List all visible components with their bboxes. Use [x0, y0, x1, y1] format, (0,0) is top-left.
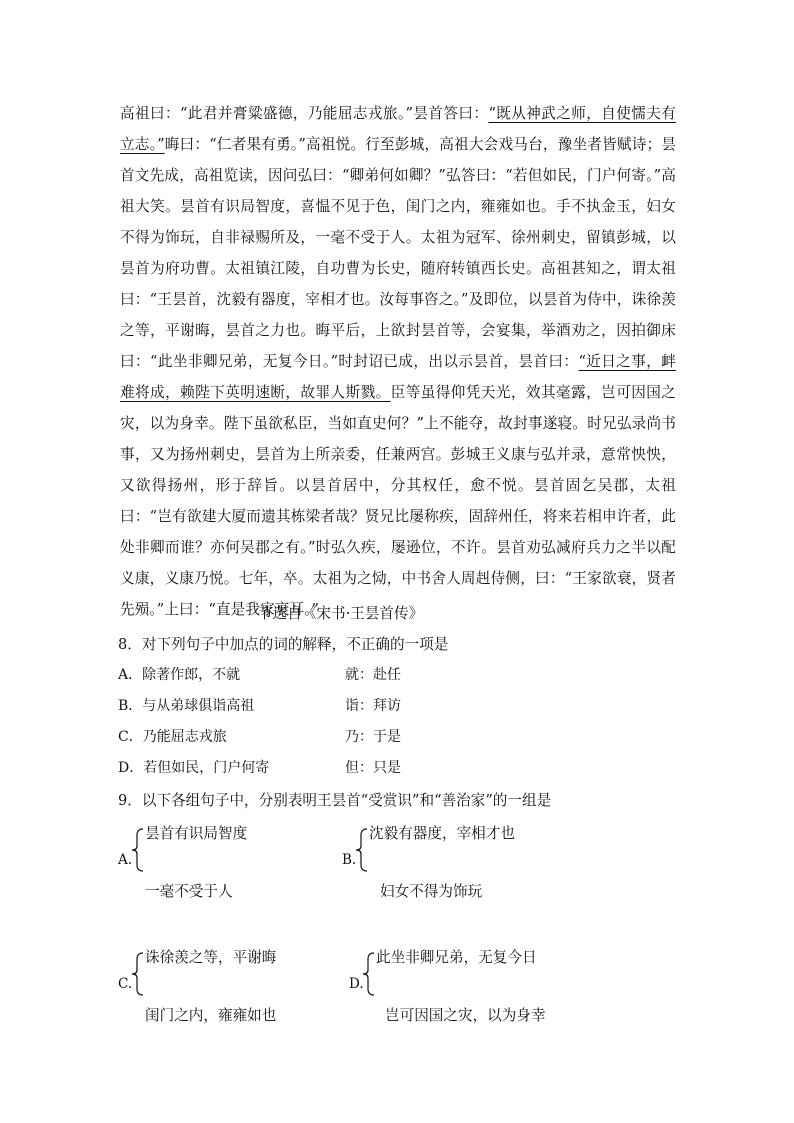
passage-text: [120, 98, 676, 625]
q9-option-d-letter: D.: [349, 976, 364, 992]
q9-option-c-line-1: 诛徐羡之等，平谢晦: [145, 949, 277, 966]
q9-option-b-line-2: 妇女不得为饰玩: [380, 883, 483, 900]
passage-part-1: 高祖曰：“此君并膏粱盛德，乃能屈志戎旅。”昙首答曰：: [120, 105, 489, 122]
q8-option-b-gloss: 诣：拜访: [345, 698, 401, 714]
q8-option-d-gloss: 但：只是: [345, 760, 401, 776]
q8-option-a-gloss: 就：赴任: [345, 667, 401, 683]
q8-option-c-sentence: C．乃能屈志戎旅: [118, 729, 227, 745]
question-9-stem: 9．以下各组句子中，分别表明王昙首“受赏识”和“善治家”的一组是: [118, 792, 552, 809]
brace-icon: [361, 952, 375, 996]
q9-option-b-line-1: 沈毅有器度，宰相才也: [369, 825, 515, 842]
q9-option-b: [342, 826, 572, 906]
q8-option-c-gloss: 乃：于是: [345, 729, 401, 745]
q9-option-a-letter: A.: [118, 852, 133, 868]
passage-part-2: 晦曰：“仁者果有勇。”高祖悦。行至彭城，高祖大会戏马台，豫坐者皆赋诗；昙首文先成，高祖览读，因问弘曰：“卿弟何如卿？”弘答曰：“若但如民，门户何寄。”高祖大笑。昙首有识局智度，喜愠不见于色，闺门之内，雍雍如也。手不执金玉，妇女不得为饰玩，自非禄赐所及，一毫不受于人。太祖为冠军、徐州刺史，留镇彭城，以昙首为府功曹。太祖镇江陵，自功曹为长史，随府转镇西长史。高祖甚知之，谓太祖曰：“王昙首，沈毅有器度，宰相才也。汝每事咨之。”及即位，以昙首为侍中，诛徐羡之等，平谢晦，昙首之力也。晦平后，上欲封昙首等，会宴集，举酒劝之，因拍御床曰：“此坐非卿兄弟，无复今日。”时封诏已成，出以示昙首，昙首曰：: [120, 136, 676, 370]
q8-option-a-sentence: A．除著作郎，不就: [118, 667, 241, 683]
source-citation: 节选自《宋书·王昙首传》: [258, 605, 424, 622]
q9-option-c: [118, 950, 348, 1030]
brace-icon: [354, 828, 368, 872]
brace-icon: [130, 828, 144, 872]
q8-option-b-sentence: B．与从弟球俱诣高祖: [118, 698, 255, 714]
question-8-stem: 8．对下列句子中加点的词的解释，不正确的一项是: [118, 636, 449, 653]
q9-option-d-line-1: 此坐非卿兄弟，无复今日: [376, 949, 537, 966]
q9-option-d: [349, 950, 579, 1030]
underlined-sentence-2: “近日之事，衅难将成，赖陛下英明速断，故罪人斯戮。: [120, 353, 676, 401]
q9-option-d-line-2: 岂可因国之灾，以为身幸: [385, 1007, 546, 1024]
q9-option-b-letter: B.: [342, 852, 357, 868]
q9-option-a-line-1: 昙首有识局智度: [145, 825, 248, 842]
brace-icon: [130, 952, 144, 996]
underlined-sentence-1: “既从神武之师，自使懦夫有立志。”: [120, 105, 676, 153]
q9-option-a: [118, 826, 348, 906]
q8-option-d-sentence: D．若但如民，门户何寄: [118, 760, 270, 776]
q9-option-a-line-2: 一毫不受于人: [145, 883, 233, 900]
q9-option-c-line-2: 闺门之内，雍雍如也: [145, 1007, 277, 1024]
q9-option-c-letter: C.: [118, 976, 133, 992]
passage-part-3: 臣等虽得仰凭天光，效其毫露，岂可因国之灾，以为身幸。陛下虽欲私臣，当如直史何？”上不能夺，故封事遂寝。时兄弘录尚书事，又为扬州刺史，昙首为上所亲委，任兼两宫。彭城王义康与弘并录，意常怏怏，又欲得扬州，形于辞旨。以昙首居中，分其权任，愈不悦。昙首固乞吴郡，太祖曰：“岂有欲建大厦而遗其栋梁者哉？贤兄比屡称疾，固辞州任，将来若相申许者，此处非卿而谁？亦何吴郡之有。”时弘久疾，屡逊位，不许。昙首劝弘减府兵力之半以配义康，义康乃悦。七年，卒。太祖为之恸，中书舍人周赳侍侧，曰：“王家欲衰，贤者先殒。”上曰：“直是我家衰耳。”: [120, 384, 676, 618]
